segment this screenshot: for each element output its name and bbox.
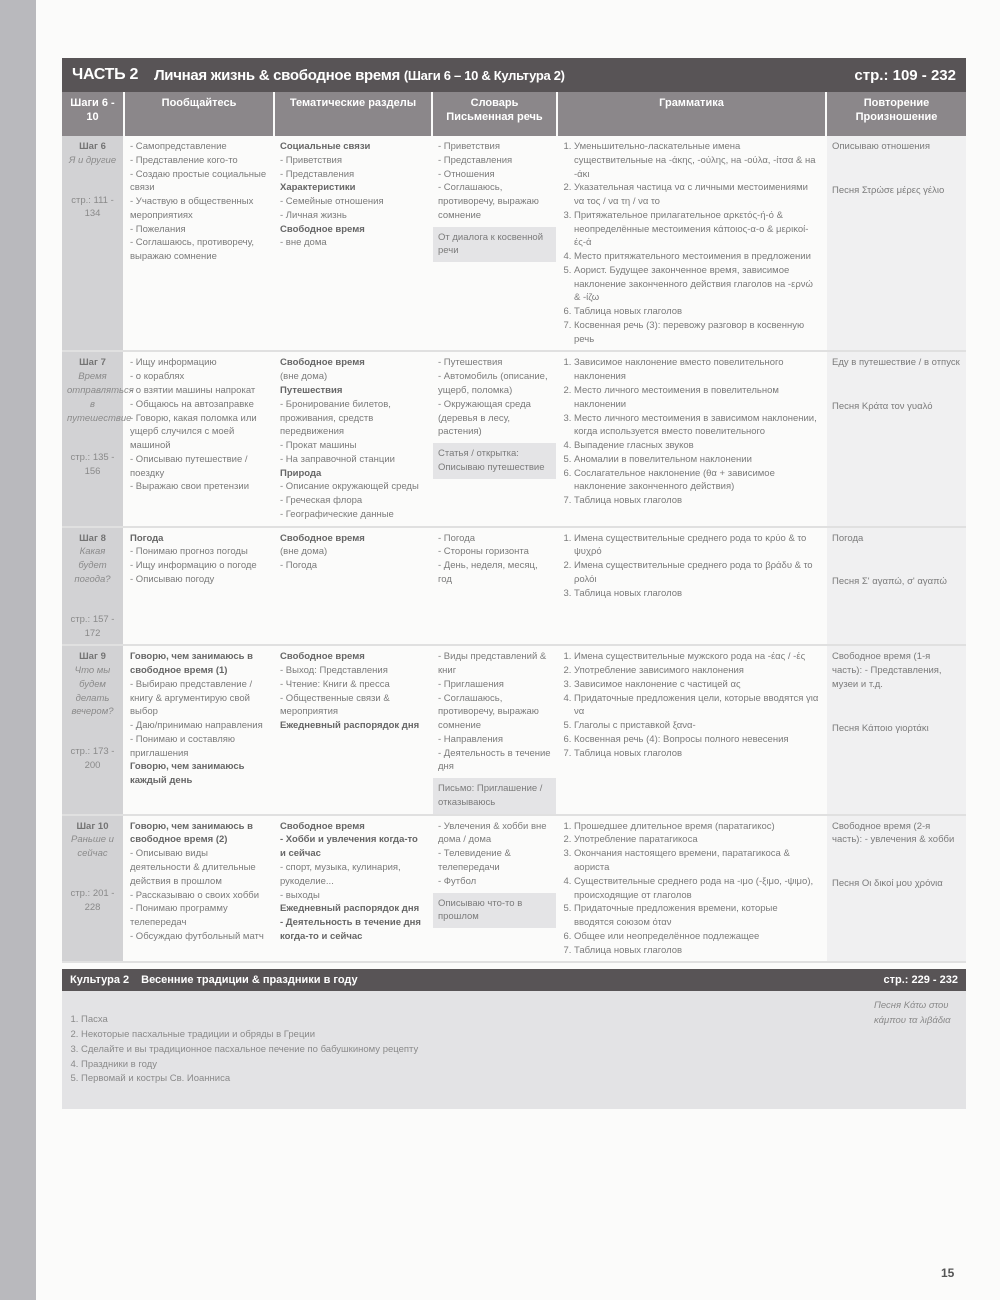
vocab-list — [433, 646, 556, 778]
part-label: ЧАСТЬ 2 — [72, 66, 139, 83]
part-header — [62, 58, 966, 92]
culture-header — [62, 969, 966, 991]
vocab-cell — [432, 136, 557, 351]
theme-item: - вне дома — [280, 237, 327, 249]
repeat-cell — [826, 815, 966, 963]
repeat-cell — [826, 527, 966, 646]
communicate-item: - Говорю, какая поломка или ущерб случился с моей машиной — [130, 412, 257, 452]
song-title: Песня Στρώσε μέρες γέλιο — [832, 184, 945, 196]
writing-task: От диалога к косвенной речи — [433, 227, 556, 263]
theme-item: - Личная жизнь — [280, 209, 347, 221]
culture-items — [70, 999, 874, 1101]
grammar-cell — [557, 815, 826, 963]
theme-item: - Описание окружающей среды — [280, 481, 419, 493]
vocab-item: - Отношения — [438, 168, 495, 180]
grammar-item: 4. Придаточные предложения цели, которые вводятся για να — [574, 692, 820, 720]
part-pages: стр.: 109 - 232 — [854, 66, 956, 84]
grammar-item: 3. Притяжательное прилагательное αρκετός-ή-ό & неопределённые местоимения κάποιος-α-ο & μερικοί-ές-ά — [574, 209, 820, 250]
theme-item: Свободное время — [280, 651, 365, 663]
culture-pages: стр.: 229 - 232 — [883, 974, 958, 987]
theme-item: Свободное время — [280, 820, 365, 832]
grammar-item: 1. Прошедшее длительное время (паратагикос) — [574, 820, 820, 834]
grammar-item: 1. Уменьшительно-ласкательные имена существительные на -άκης, -ούλης, на -ούλα, -ίτσα & на -άκι — [574, 140, 820, 181]
theme-item: - Прокат машины — [280, 440, 357, 452]
communicate-item: - Понимаю прогноз погоды — [130, 546, 248, 558]
theme-item: Путешествия — [280, 385, 343, 397]
writing-task: Статья / открытка: Описываю путешествие — [433, 443, 556, 479]
theme-item: - спорт, музыка, кулинария, рукоделие... — [280, 861, 401, 887]
grammar-item: 5. Глаголы с приставкой ξανα- — [574, 719, 820, 733]
vocab-list — [433, 352, 556, 443]
table-row — [62, 136, 966, 351]
communicate-item: Погода — [130, 532, 164, 544]
theme-item: (вне дома) — [280, 371, 328, 383]
step-number: Шаг 10 — [76, 820, 109, 832]
grammar-cell — [557, 645, 826, 814]
part-title: Личная жизнь & свободное время (Шаги 6 – 10 & Культура 2) — [154, 66, 565, 84]
table-row — [62, 351, 966, 526]
theme-item: - Приветствия — [280, 154, 342, 166]
themes-cell — [274, 815, 432, 963]
header-grammar: Грамматика — [557, 92, 826, 136]
repeat-cell — [826, 645, 966, 814]
grammar-item: 4. Место притяжательного местоимения в предложении — [574, 250, 820, 264]
communicate-item: - Ищу информацию — [130, 357, 217, 369]
theme-item: - Чтение: Книги & пресса — [280, 678, 390, 690]
grammar-item: 6. Сослагательное наклонение (θα + зависимое наклонение законченного действия) — [574, 467, 820, 495]
communicate-item: - Описываю виды деятельности & длительные действия в прошлом — [130, 848, 256, 887]
themes-cell — [274, 136, 432, 351]
culture-item: 1. Пасха — [81, 1013, 874, 1028]
communicate-cell — [124, 351, 274, 526]
grammar-list — [563, 532, 820, 601]
table-row — [62, 815, 966, 963]
repeat-topic: Еду в путешествие / в отпуск — [832, 357, 960, 369]
repeat-topic: Свободное время (1-я часть): - Представления, музеи и т.д. — [832, 651, 942, 690]
theme-item: Социальные связи — [280, 141, 371, 152]
communicate-item: - Даю/принимаю направления — [130, 720, 263, 732]
grammar-cell — [557, 136, 826, 351]
communicate-item: - Выражаю свои претензии — [130, 481, 249, 493]
communicate-cell — [124, 527, 274, 646]
theme-item: - выходы — [280, 889, 320, 901]
grammar-item: 6. Косвенная речь (4): Вопросы полного невесения — [574, 733, 820, 747]
communicate-item: - о взятии машины напрокат — [130, 385, 256, 397]
song-title: Песня Οι δικοί μου χρόνια — [832, 878, 943, 890]
step-title: Время отправляться в путешествие — [67, 371, 134, 424]
communicate-item: - о кораблях — [130, 371, 185, 383]
header-vocab: Словарь Письменная речь — [432, 92, 557, 136]
step-pages: стр.: 111 - 134 — [71, 194, 114, 220]
step-title: Что мы будем делать вечером? — [71, 665, 114, 718]
grammar-item: 1. Имена существительные мужского рода на -έας / -ές — [574, 650, 820, 664]
communicate-cell — [124, 815, 274, 963]
culture-item: 2. Некоторые пасхальные традиции и обряды в Греции — [81, 1028, 874, 1043]
header-communicate: Пообщайтесь — [124, 92, 274, 136]
themes-cell — [274, 351, 432, 526]
grammar-item: 1. Зависимое наклонение вместо повелительного наклонения — [574, 356, 820, 384]
writing-task: Описываю что-то в прошлом — [433, 893, 556, 929]
song-title: Песня Κάποιο γιορτάκι — [832, 722, 929, 734]
vocab-list — [433, 528, 556, 591]
theme-item: Ежедневный распорядок дня — [280, 720, 420, 732]
step-pages: стр.: 157 - 172 — [70, 613, 115, 639]
theme-item: - Бронирование билетов, проживания, средств передвижения — [280, 398, 391, 438]
vocab-item: - Деятельность в течение дня — [438, 747, 551, 773]
theme-item: - Географические данные — [280, 508, 394, 520]
communicate-cell — [124, 136, 274, 351]
communicate-item: - Описываю погоду — [130, 573, 215, 585]
culture-item: 3. Сделайте и вы традиционное пасхальное печение по бабушкиному рецепту — [81, 1043, 874, 1058]
grammar-item: 5. Придаточные предложения времени, которые вводятся союзом όταν — [574, 902, 820, 930]
table-row — [62, 527, 966, 646]
grammar-item: 3. Таблица новых глаголов — [574, 587, 820, 601]
vocab-cell — [432, 815, 557, 963]
themes-cell — [274, 527, 432, 646]
grammar-item: 6. Таблица новых глаголов — [574, 305, 820, 319]
grammar-item: 2. Указательная частица να с личными местоимениями να τος / να τη / να το — [574, 181, 820, 209]
vocab-item: - Направления — [438, 733, 504, 745]
grammar-item: 1. Имена существительные среднего рода το κρύο & το ψυχρό — [574, 532, 820, 560]
vocab-item: - Соглашаюсь, противоречу, выражаю сомнение — [438, 692, 539, 732]
theme-item: Свободное время — [280, 357, 365, 369]
theme-item: - Хобби и увлечения когда-то и сейчас — [280, 834, 418, 860]
step-number: Шаг 8 — [79, 532, 106, 544]
grammar-list — [563, 356, 820, 507]
grammar-item: 2. Имена существительные среднего рода το βράδυ & το ρολόι — [574, 559, 820, 587]
communicate-item: - Обсуждаю футбольный матч — [130, 930, 264, 942]
grammar-list — [563, 650, 820, 760]
vocab-item: - Соглашаюсь, противоречу, выражаю сомнение — [438, 182, 539, 221]
theme-item: - Греческая флора — [280, 495, 363, 507]
vocab-item: - Футбол — [438, 875, 477, 887]
communicate-item: Говорю, чем занимаюсь в свободное время (1) — [130, 651, 254, 677]
vocab-item: - Приглашения — [438, 678, 504, 690]
steps-table — [62, 92, 966, 963]
grammar-list — [563, 820, 820, 958]
step-number: Шаг 7 — [79, 357, 106, 369]
culture-title: Весенние традиции & праздники в году — [141, 974, 358, 987]
grammar-cell — [557, 351, 826, 526]
table-row — [62, 645, 966, 814]
communicate-item: - Представление кого-то — [130, 154, 238, 166]
communicate-item: - Описываю путешествие / поездку — [130, 453, 248, 479]
grammar-item: 2. Употребление паратагикоса — [574, 833, 820, 847]
theme-item: Свободное время — [280, 223, 365, 235]
step-title: Какая будет погода? — [74, 546, 111, 585]
vocab-cell — [432, 645, 557, 814]
theme-item: - Погода — [280, 560, 318, 572]
communicate-item: - Создаю простые социальные связи — [130, 168, 267, 194]
communicate-item: - Участвую в общественных мероприятиях — [130, 196, 254, 221]
song-title: Песня Κράτα τον γυαλό — [832, 401, 933, 413]
repeat-cell — [826, 136, 966, 351]
header-themes: Тематические разделы — [274, 92, 432, 136]
grammar-item: 7. Таблица новых глаголов — [574, 494, 820, 508]
step-title: Я и другие — [68, 154, 117, 166]
communicate-item: Говорю, чем занимаюсь каждый день — [130, 761, 245, 787]
grammar-item: 6. Общее или неопределённое подлежащее — [574, 930, 820, 944]
step-cell — [62, 645, 124, 814]
vocab-item: - День, неделя, месяц, год — [438, 560, 538, 585]
culture-list — [70, 1013, 874, 1087]
vocab-item: - Увлечения & хобби вне дома / дома — [438, 820, 547, 846]
header-steps: Шаги 6 - 10 — [62, 92, 124, 136]
communicate-item: - Понимаю программу телепередач — [130, 903, 228, 929]
communicate-item: Говорю, чем занимаюсь в свободное время (2) — [130, 820, 254, 846]
culture-item: 5. Первомай и костры Св. Иоанниса — [81, 1072, 874, 1087]
grammar-list — [563, 140, 820, 346]
step-pages: стр.: 173 - 200 — [70, 746, 115, 771]
grammar-item: 4. Существительные среднего рода на -ιμο (-ξιμο, -ψιμο), происходящие от глаголов — [574, 875, 820, 903]
grammar-item: 2. Место личного местоимения в повелительном наклонении — [574, 384, 820, 412]
step-cell — [62, 815, 124, 963]
step-title: Раньше и сейчас — [71, 834, 114, 860]
vocab-item: - Окружающая среда (деревья в лесу, растения) — [438, 398, 531, 438]
communicate-item: - Общаюсь на автозаправке — [130, 398, 254, 410]
grammar-item: 3. Окончания настоящего времени, паратагикоса & аориста — [574, 847, 820, 875]
communicate-item: - Самопредставление — [130, 141, 227, 152]
communicate-cell — [124, 645, 274, 814]
vocab-item: - Автомобиль (описание, ущерб, поломка) — [438, 371, 548, 397]
vocab-item: - Стороны горизонта — [438, 546, 529, 558]
grammar-item: 3. Зависимое наклонение с частицей ας — [574, 678, 820, 692]
song-title: Песня Σ' αγαπώ, σ' αγαπώ — [832, 576, 947, 588]
vocab-item: - Путешествия — [438, 357, 503, 369]
grammar-item: 2. Употребление зависимого наклонения — [574, 664, 820, 678]
vocab-item: - Телевидение & телепередачи — [438, 848, 511, 873]
page-number: 15 — [941, 1266, 955, 1280]
theme-item: - Выход: Представления — [280, 665, 388, 677]
grammar-item: 7. Таблица новых глаголов — [574, 747, 820, 761]
theme-item: Ежедневный распорядок дня — [280, 903, 420, 915]
theme-item: Природа — [280, 467, 322, 479]
vocab-list — [433, 136, 556, 227]
contents-table — [62, 58, 966, 1109]
grammar-item: 7. Косвенная речь (3): перевожу разговор в косвенную речь — [574, 319, 820, 347]
culture-label: Культура 2 — [70, 974, 130, 987]
theme-item: - Общественные связи & мероприятия — [280, 692, 390, 718]
theme-item: - Семейные отношения — [280, 196, 384, 208]
book-page — [36, 0, 1000, 1300]
theme-item: Характеристики — [280, 182, 356, 194]
repeat-cell — [826, 351, 966, 526]
vocab-item: - Виды представлений & книг — [438, 651, 547, 677]
communicate-item: - Понимаю и составляю приглашения — [130, 733, 236, 759]
communicate-item: - Рассказываю о своих хобби — [130, 889, 260, 901]
step-number: Шаг 6 — [79, 141, 106, 152]
step-cell — [62, 527, 124, 646]
grammar-item: 4. Выпадение гласных звуков — [574, 439, 820, 453]
vocab-list — [433, 816, 556, 893]
theme-item: Свободное время — [280, 532, 365, 544]
theme-item: - Представления — [280, 168, 355, 180]
grammar-cell — [557, 527, 826, 646]
vocab-item: - Приветствия — [438, 141, 500, 152]
theme-item: - Деятельность в течение дня когда-то и сейчас — [280, 917, 421, 942]
themes-cell — [274, 645, 432, 814]
grammar-item: 5. Аномалии в повелительном наклонении — [574, 453, 820, 467]
vocab-cell — [432, 351, 557, 526]
culture-item: 4. Праздники в году — [81, 1058, 874, 1073]
vocab-cell — [432, 527, 557, 646]
step-cell — [62, 351, 134, 526]
step-cell — [62, 136, 124, 351]
grammar-item: 5. Аорист. Будущее законченное время, зависимое наклонение законченного действия глаголов на -ερνώ & -ίζω — [574, 264, 820, 305]
step-number: Шаг 9 — [79, 651, 106, 663]
step-pages: стр.: 135 - 156 — [70, 452, 115, 478]
theme-item: - На заправочной станции — [280, 453, 395, 465]
grammar-item: 3. Место личного местоимения в зависимом наклонении, когда используется вместо повелительного — [574, 412, 820, 440]
header-repeat: Повторение Произношение — [826, 92, 966, 136]
communicate-item: - Выбираю представление / книгу & аргументирую свой выбор — [130, 678, 253, 718]
grammar-item: 7. Таблица новых глаголов — [574, 944, 820, 958]
step-pages: стр.: 201 - 228 — [70, 887, 115, 913]
table-header-row — [62, 92, 966, 136]
culture-body — [62, 991, 966, 1109]
communicate-item: - Соглашаюсь, противоречу, выражаю сомнение — [130, 237, 255, 263]
communicate-item: - Пожелания — [130, 223, 186, 235]
vocab-item: - Представления — [438, 154, 513, 166]
theme-item: (вне дома) — [280, 546, 328, 558]
repeat-topic: Погода — [832, 532, 864, 544]
writing-task: Письмо: Приглашение / отказываюсь — [433, 778, 556, 814]
communicate-item: - Ищу информацию о погоде — [130, 560, 257, 572]
repeat-topic: Описываю отношения — [832, 141, 930, 152]
culture-song: Песня Κάτω στου κάμπου τα λιβάδια — [874, 1000, 951, 1027]
vocab-item: - Погода — [438, 532, 476, 544]
repeat-topic: Свободное время (2-я часть): - увлечения & хобби — [832, 820, 955, 846]
